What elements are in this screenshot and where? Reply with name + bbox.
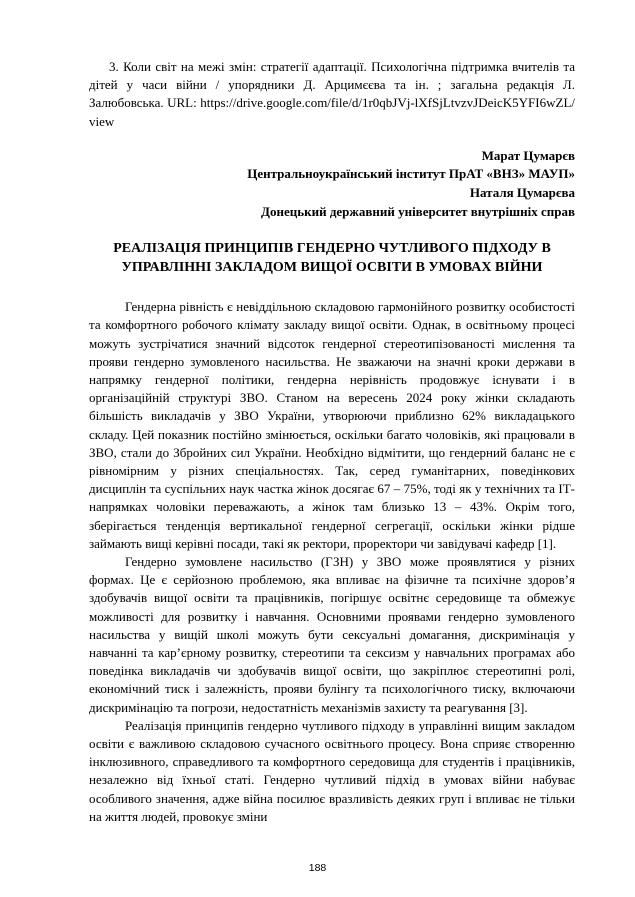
author-name: Наталя Цумарєва xyxy=(469,185,575,200)
author-affiliation: Донецький державний університет внутрішніх справ xyxy=(261,203,575,219)
reference-url[interactable]: https://drive.google.com/file/d/1r0qbJVj-lXfSjLtvzvJDeicK5YFI6wZL/view xyxy=(89,95,575,129)
body-paragraph: Гендерно зумовлене насильство (ГЗН) у ЗВО може проявлятися у різних формах. Це є серйозною проблемою, яка впливає на фізичне та психічне здоров’я здобувачів вищої освіти та працівників, погіршує освітнє середовище та обмежує можливості для розвитку і навчання. Основними проявами гендерно зумовленого насильства у вищій школі можуть бути сексуальні домагання, дискримінація у навчанні та кар’єрному розвитку, стереотипи та сексизм у навчальних програмах або поведінка викладачів чи здобувачів вищої освіти, що закріплює стереотипні ролі, економічний тиск і залежність, прояви булінгу та психологічного тиску, включаючи дискримінацію та погрози, недостатність механізмів захисту та реагування [3]. xyxy=(89,554,575,715)
body-paragraph: Реалізація принципів гендерно чутливого підходу в управлінні вищим закладом освіти є важливою складовою сучасного освітнього процесу. Вона сприяє створенню інклюзивного, справедливого та комфортного середовища для студентів і працівників, незалежно від їхньої статі. Гендерно чутливий підхід в умовах війни набуває особливого значення, адже війна посилює вразливість деяких груп і впливає не тільки на життя людей, провокує зміни xyxy=(89,717,575,824)
reference-text: 3. Коли світ на межі змін: стратегії адаптації. Психологічна підтримка вчителів та дітей у часи війни / упорядники Д. Арцимєєва та ін. ; загальна редакція Л. Залюбовська. URL: xyxy=(89,59,575,111)
body-paragraph: Гендерна рівність є невіддільною складовою гармонійного розвитку особистості та комфортного робочого клімату закладу вищої освіти. Однак, в освітньому процесі можуть зустрічатися значний відсоток гендерної стереотипізованості мислення та прояви гендерно зумовленого насильства. Не зважаючи на значні кроки держави в напрямку гендерної політики, гендерна нерівність продовжує існувати і в організаційній структурі ЗВО. Станом на вересень 2024 року жінки складають більшість викладачів у ЗВО України, утворюючи приблизно 62% викладацького складу. Цей показник постійно змінюється, оскільки багато чоловіків, які працювали в ЗВО, стали до Збройних сил України. Необхідно відмітити, що гендерний баланс не є рівномірним у різних спеціальностях. Так, серед гуманітарних, поведінкових дисциплін та суспільних наук частка жінок досягає 67 – 75%, тоді як у технічних та ІТ-напрямках чоловіки переважають, а жінок там близько 13 – 43%. Окрім того, зберігається тенденція вертикальної гендерної сегрегації, оскільки жінки рідше займають вищі керівні посади, такі як ректори, проректори чи завідувачі кафедр [1]. xyxy=(89,299,575,551)
authors-block xyxy=(89,147,575,221)
author-affiliation: Центральноукраїнський інститут ПрАТ «ВНЗ» МАУП» xyxy=(247,166,575,182)
reference-item xyxy=(89,58,575,131)
article-body xyxy=(89,298,575,826)
author-name: Марат Цумарєв xyxy=(481,147,575,163)
page-number: 188 xyxy=(308,862,327,874)
article-title: РЕАЛІЗАЦІЯ ПРИНЦИПІВ ГЕНДЕРНО ЧУТЛИВОГО ПІДХОДУ В УПРАВЛІННІ ЗАКЛАДОМ ВИЩОЇ ОСВІТИ В УМОВАХ ВІЙНИ xyxy=(113,241,551,276)
page-content xyxy=(89,58,575,826)
